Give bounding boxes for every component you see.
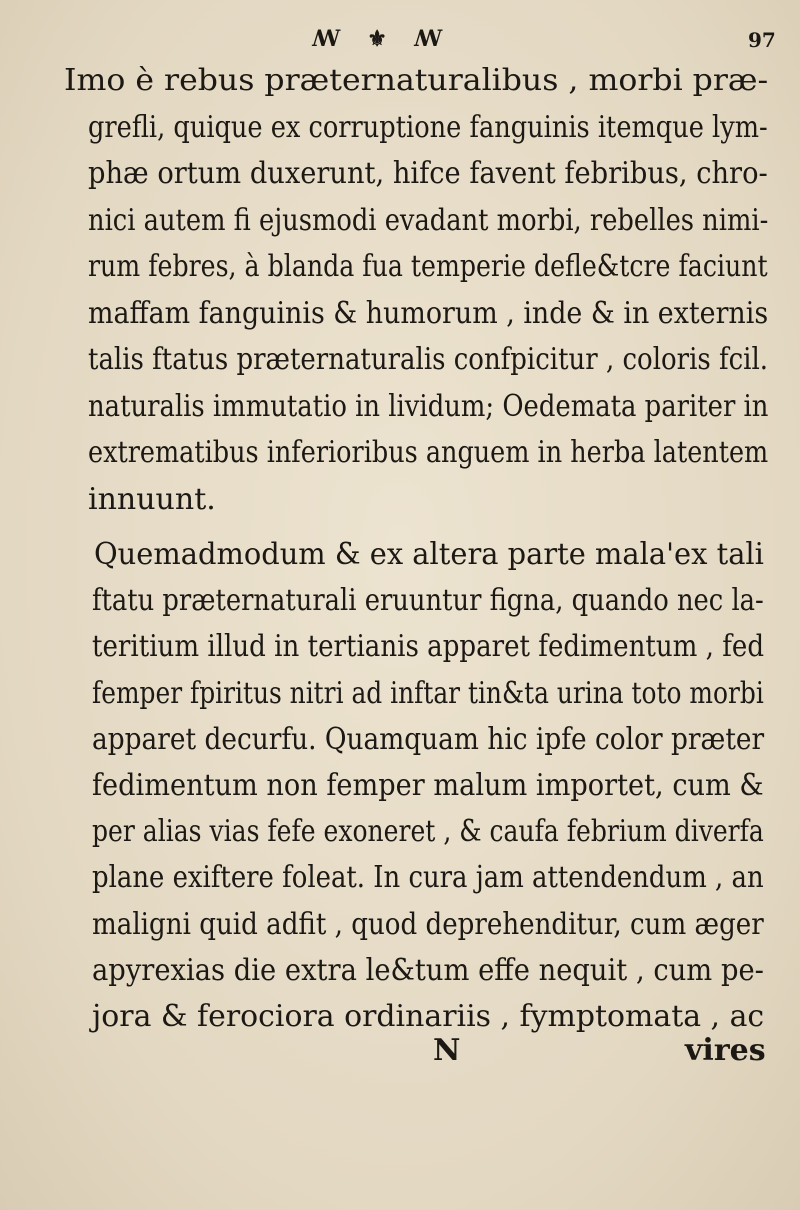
text-line: plane exiftere foleat. In cura jam attendendum , an xyxy=(92,860,764,896)
text-line: fedimentum non femper malum importet, cum & xyxy=(92,768,764,803)
text-line: extrematibus inferioribus anguem in herba latentem xyxy=(88,435,769,470)
text-line: per alias vias fefe exoneret , & caufa febrium diverfa xyxy=(92,814,764,850)
text-line: jora & ferociora ordinariis , fymptomata , ac xyxy=(92,999,765,1034)
text-line: maffam fanguinis & humorum , inde & in externis xyxy=(88,295,769,331)
text-line: grefli, quique ex corruptione fanguinis itemque lym- xyxy=(88,109,768,145)
catchword: vires xyxy=(685,1033,766,1068)
text-line: naturalis immutatio in lividum; Oedemata pariter in xyxy=(88,388,769,424)
text-line: Imo è rebus præternaturalibus , morbi præ- xyxy=(64,63,769,98)
header-ornament xyxy=(312,26,443,52)
text-line: talis ftatus præternaturalis confpicitur , coloris fcil. xyxy=(88,342,769,377)
text-line: rum febres, à blanda fua temperie defle&tcre faciunt xyxy=(88,249,768,284)
text-line: femper fpiritus nitri ad inftar tin&ta urina toto morbi xyxy=(92,675,764,711)
text-line: innuunt. xyxy=(88,481,216,517)
ornament-left-icon: ꟿ xyxy=(312,26,342,52)
ornament-right-icon: ꟿ xyxy=(414,26,444,52)
text-line: phæ ortum duxerunt, hifce favent febribus, chro- xyxy=(88,156,768,191)
text-line: apyrexias die extra le&tum effe nequit , cum pe- xyxy=(92,952,764,988)
text-line: teritium illud in tertianis apparet fedimentum , fed xyxy=(92,629,765,665)
text-line: ftatu præternaturali eruuntur figna, quando nec la- xyxy=(92,583,764,619)
text-line: apparet decurfu. Quamquam hic ipfe color præter xyxy=(92,721,765,757)
text-line: maligni quid adfit , quod deprehenditur, cum æger xyxy=(92,906,764,942)
page-number: 97 xyxy=(748,28,776,52)
ornament-center-icon: ⚜ xyxy=(367,26,389,52)
text-line: nici autem fi ejusmodi evadant morbi, rebelles nimi- xyxy=(88,202,769,238)
signature-mark: N xyxy=(433,1033,461,1068)
text-line: Quemadmodum & ex altera parte mala'ex tali xyxy=(94,537,764,572)
